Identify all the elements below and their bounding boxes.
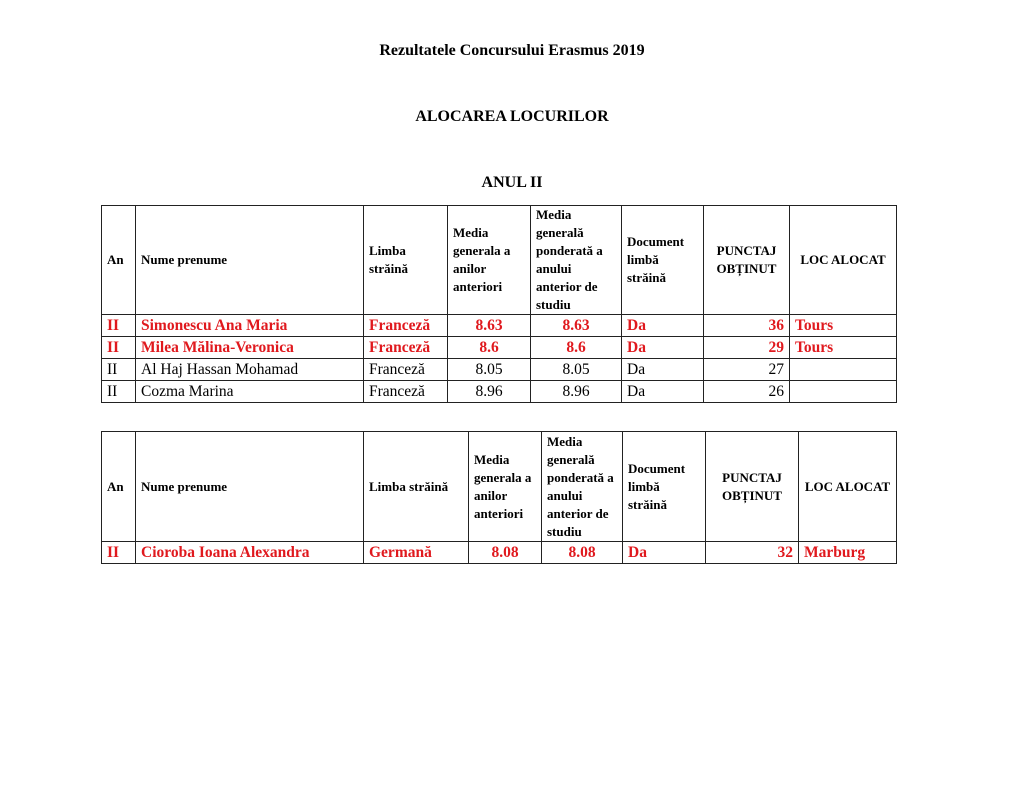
- cell-year: II: [102, 337, 136, 359]
- cell-average: 8.08: [469, 542, 542, 564]
- cell-year: II: [102, 542, 136, 564]
- cell-language: Franceză: [364, 381, 448, 403]
- cell-score: 26: [704, 381, 790, 403]
- cell-language-document: Da: [622, 359, 704, 381]
- header-language: Limba străină: [364, 432, 469, 542]
- cell-score: 32: [706, 542, 799, 564]
- cell-language-document: Da: [622, 337, 704, 359]
- header-score: PUNCTAJ OBȚINUT: [704, 206, 790, 315]
- document-title: Rezultatele Concursului Erasmus 2019: [379, 42, 645, 59]
- header-score: PUNCTAJ OBȚINUT: [706, 432, 799, 542]
- table-row: [102, 315, 897, 337]
- results-table-german: [101, 431, 897, 564]
- section-heading: ANUL II: [481, 174, 543, 191]
- header-language: Limba străină: [364, 206, 448, 315]
- cell-weighted-average: 8.96: [531, 381, 622, 403]
- table-row: [102, 542, 897, 564]
- cell-average: 8.05: [448, 359, 531, 381]
- header-weighted-average: Media generală ponderată a anului anterior de studiu: [542, 432, 623, 542]
- cell-name: Cioroba Ioana Alexandra: [136, 542, 364, 564]
- cell-language: Franceză: [364, 315, 448, 337]
- header-average: Media generala a anilor anteriori: [469, 432, 542, 542]
- header-name: Nume prenume: [136, 432, 364, 542]
- cell-name: Milea Mălina-Veronica: [136, 337, 364, 359]
- header-language-document: Document limbă străină: [622, 206, 704, 315]
- cell-allocated-place: [790, 359, 897, 381]
- cell-allocated-place: Tours: [790, 337, 897, 359]
- header-average: Media generala a anilor anteriori: [448, 206, 531, 315]
- header-year: An: [102, 206, 136, 315]
- header-year: An: [102, 432, 136, 542]
- cell-language-document: Da: [622, 381, 704, 403]
- header-allocated-place: LOC ALOCAT: [790, 206, 897, 315]
- cell-name: Simonescu Ana Maria: [136, 315, 364, 337]
- cell-name: Cozma Marina: [136, 381, 364, 403]
- cell-language-document: Da: [623, 542, 706, 564]
- cell-year: II: [102, 359, 136, 381]
- cell-name: Al Haj Hassan Mohamad: [136, 359, 364, 381]
- cell-weighted-average: 8.05: [531, 359, 622, 381]
- cell-language: Franceză: [364, 337, 448, 359]
- cell-allocated-place: [790, 381, 897, 403]
- header-language-document: Document limbă străină: [623, 432, 706, 542]
- cell-language: Franceză: [364, 359, 448, 381]
- results-table-french: [101, 205, 897, 403]
- cell-average: 8.6: [448, 337, 531, 359]
- cell-score: 36: [704, 315, 790, 337]
- table-row: [102, 381, 897, 403]
- cell-score: 29: [704, 337, 790, 359]
- cell-weighted-average: 8.08: [542, 542, 623, 564]
- cell-language: Germană: [364, 542, 469, 564]
- document-subtitle: ALOCAREA LOCURILOR: [415, 108, 609, 125]
- cell-average: 8.96: [448, 381, 531, 403]
- cell-year: II: [102, 315, 136, 337]
- cell-weighted-average: 8.6: [531, 337, 622, 359]
- header-allocated-place: LOC ALOCAT: [799, 432, 897, 542]
- cell-weighted-average: 8.63: [531, 315, 622, 337]
- table-row: [102, 359, 897, 381]
- cell-language-document: Da: [622, 315, 704, 337]
- cell-score: 27: [704, 359, 790, 381]
- cell-allocated-place: Tours: [790, 315, 897, 337]
- table-row: [102, 337, 897, 359]
- header-weighted-average: Media generală ponderată a anului anterior de studiu: [531, 206, 622, 315]
- header-name: Nume prenume: [136, 206, 364, 315]
- cell-allocated-place: Marburg: [799, 542, 897, 564]
- cell-average: 8.63: [448, 315, 531, 337]
- cell-year: II: [102, 381, 136, 403]
